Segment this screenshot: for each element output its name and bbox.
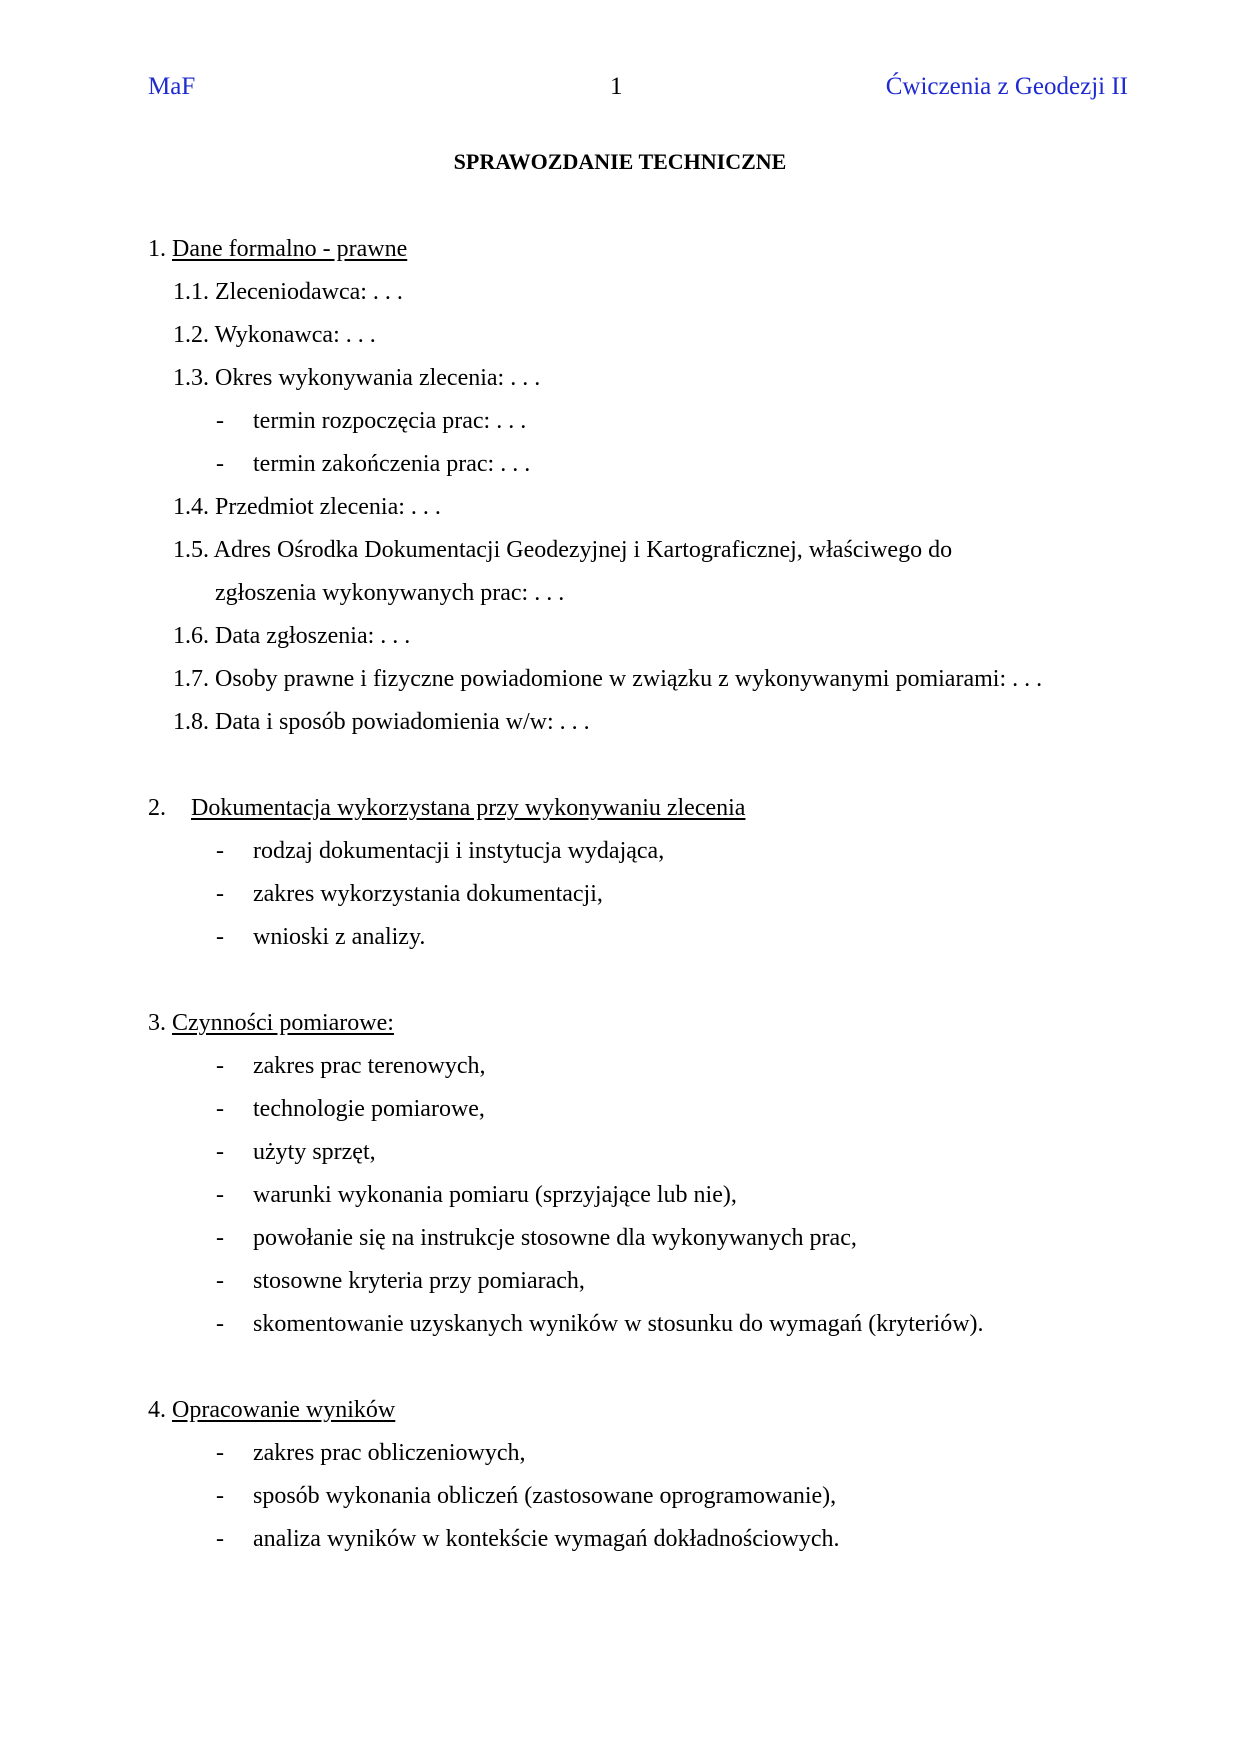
section-4-number: 4.: [148, 1397, 166, 1423]
list-item: rodzaj dokumentacji i instytucja wydająca,: [253, 838, 665, 864]
list-item: skomentowanie uzyskanych wyników w stosunku do wymagań (kryteriów).: [253, 1311, 984, 1337]
dash: -: [216, 1483, 224, 1509]
dash: -: [216, 1526, 224, 1552]
list-item: analiza wyników w kontekście wymagań dokładnościowych.: [253, 1526, 840, 1552]
list-item: zakres prac terenowych,: [253, 1053, 486, 1079]
list-item: sposób wykonania obliczeń (zastosowane oprogramowanie),: [253, 1483, 837, 1509]
section-1-heading: Dane formalno - prawne: [172, 236, 408, 262]
dash: -: [216, 838, 224, 864]
item-1-8: 1.8. Data i sposób powiadomienia w/w: . . .: [173, 709, 590, 735]
dash: -: [216, 1182, 224, 1208]
header-left: MaF: [148, 73, 196, 100]
subitem-1-3-start: termin rozpoczęcia prac: . . .: [253, 408, 527, 434]
dash: -: [216, 1096, 224, 1122]
subitem-1-3-end: termin zakończenia prac: . . .: [253, 451, 531, 477]
item-1-2: 1.2. Wykonawca: . . .: [173, 322, 376, 348]
dash: -: [216, 1225, 224, 1251]
item-1-5: 1.5. Adres Ośrodka Dokumentacji Geodezyjnej i Kartograficznej, właściwego do: [173, 537, 953, 563]
dash: -: [216, 924, 224, 950]
list-item: zakres wykorzystania dokumentacji,: [253, 881, 603, 907]
section-2-heading: Dokumentacja wykorzystana przy wykonywaniu zlecenia: [191, 795, 746, 821]
dash: -: [216, 451, 224, 477]
list-item: użyty sprzęt,: [253, 1139, 376, 1165]
list-item: stosowne kryteria przy pomiarach,: [253, 1268, 585, 1294]
item-1-7: 1.7. Osoby prawne i fizyczne powiadomione w związku z wykonywanymi pomiarami: . . .: [173, 666, 1043, 692]
dash: -: [216, 408, 224, 434]
section-2-number: 2.: [148, 795, 166, 821]
dash: -: [216, 1053, 224, 1079]
dash: -: [216, 881, 224, 907]
section-3-heading: Czynności pomiarowe:: [172, 1010, 394, 1036]
list-item: warunki wykonania pomiaru (sprzyjające lub nie),: [253, 1182, 737, 1208]
list-item: zakres prac obliczeniowych,: [253, 1440, 526, 1466]
item-1-3: 1.3. Okres wykonywania zlecenia: . . .: [173, 365, 541, 391]
document-title: SPRAWOZDANIE TECHNICZNE: [453, 149, 787, 174]
section-4-heading: Opracowanie wyników: [172, 1397, 396, 1423]
header-right: Ćwiczenia z Geodezji II: [885, 73, 1128, 100]
list-item: wnioski z analizy.: [253, 924, 426, 950]
list-item: powołanie się na instrukcje stosowne dla wykonywanych prac,: [253, 1225, 857, 1251]
section-3-number: 3.: [148, 1010, 166, 1036]
item-1-1: 1.1. Zleceniodawca: . . .: [173, 279, 403, 305]
dash: -: [216, 1268, 224, 1294]
page-number: 1: [610, 73, 623, 100]
section-1-number: 1.: [148, 236, 166, 262]
item-1-6: 1.6. Data zgłoszenia: . . .: [173, 623, 411, 649]
item-1-5-cont: zgłoszenia wykonywanych prac: . . .: [215, 580, 565, 606]
list-item: technologie pomiarowe,: [253, 1096, 485, 1122]
dash: -: [216, 1139, 224, 1165]
dash: -: [216, 1440, 224, 1466]
item-1-4: 1.4. Przedmiot zlecenia: . . .: [173, 494, 441, 520]
dash: -: [216, 1311, 224, 1337]
